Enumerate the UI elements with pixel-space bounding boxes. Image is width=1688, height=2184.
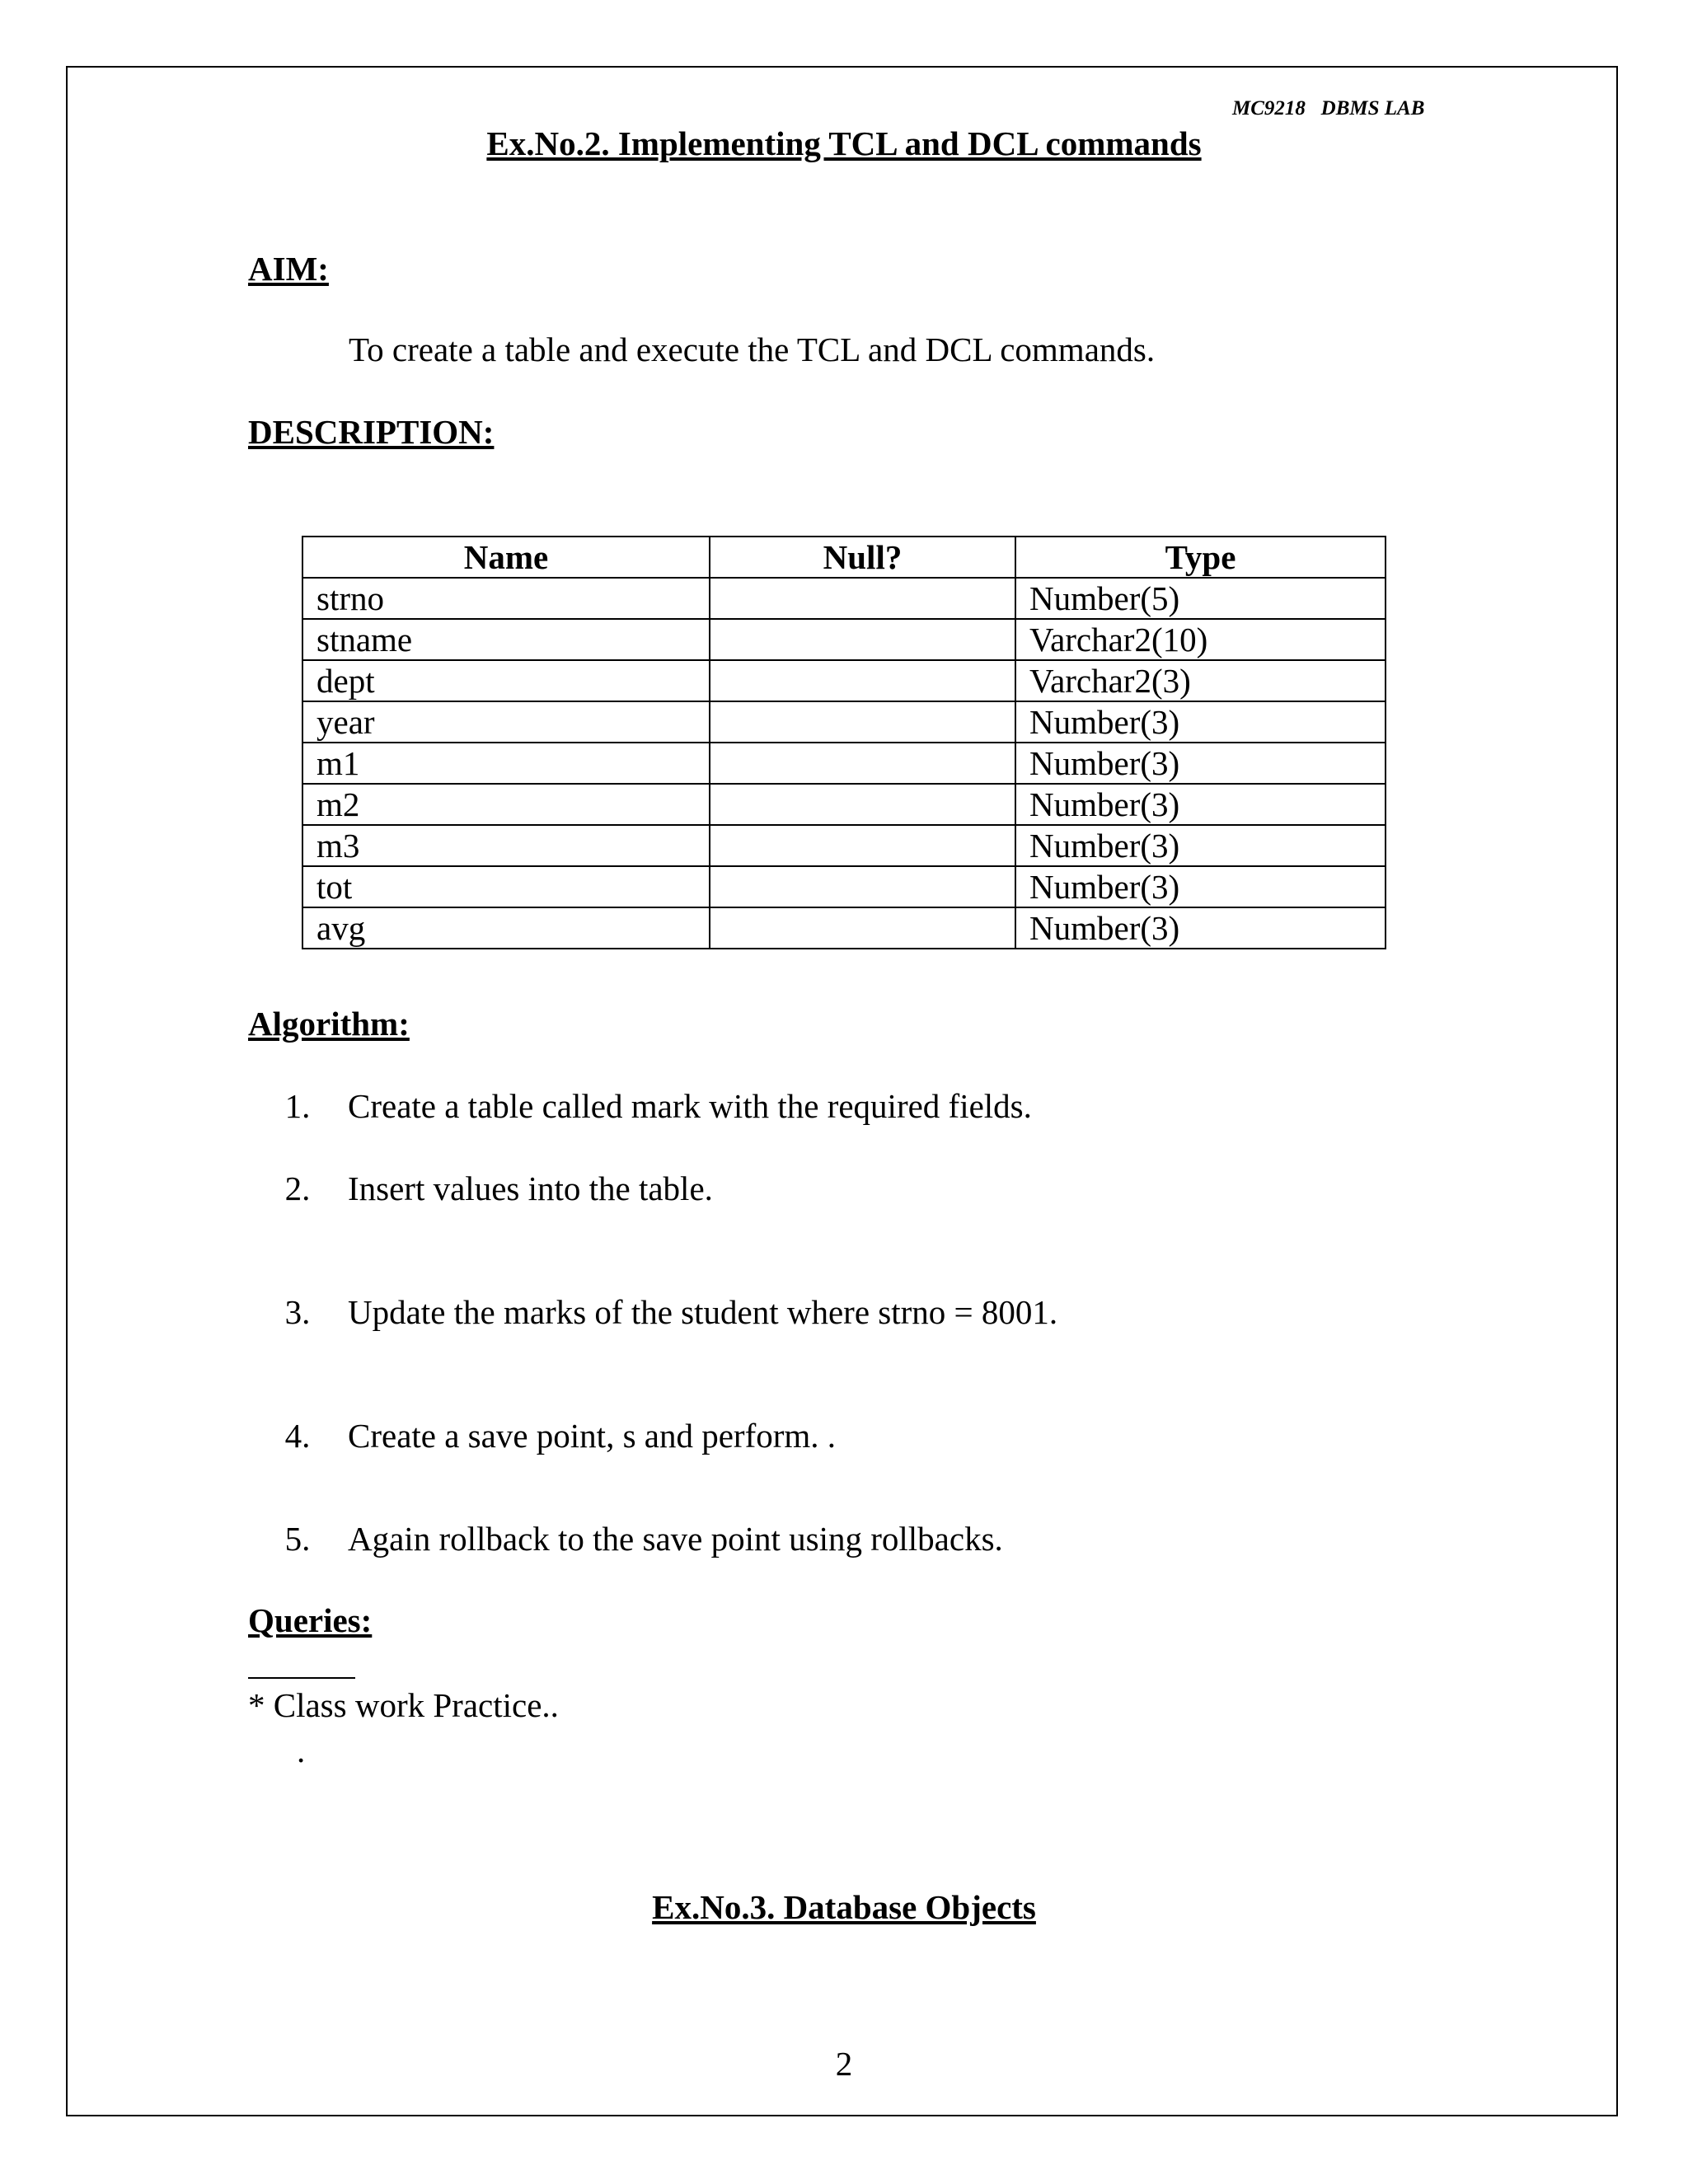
- cell-type: Number(3): [1015, 701, 1386, 743]
- cell-type: Number(3): [1015, 784, 1386, 825]
- table-row: [302, 619, 1386, 660]
- cell-type: Varchar2(3): [1015, 660, 1386, 701]
- algorithm-step: [247, 1169, 713, 1208]
- cell-type: Number(3): [1015, 825, 1386, 866]
- page-number: 2: [835, 2045, 853, 2083]
- exercise-2-title: Ex.No.2. Implementing TCL and DCL commands: [486, 124, 1202, 162]
- step-text: Create a table called mark with the required fields.: [348, 1087, 1032, 1125]
- cell-type: Number(3): [1015, 743, 1386, 784]
- table-row: [302, 907, 1386, 949]
- step-text: Create a save point, s and perform. .: [348, 1417, 837, 1455]
- step-text: Again rollback to the save point using rollbacks.: [348, 1520, 1003, 1558]
- cell-null: [710, 743, 1015, 784]
- description-heading: DESCRIPTION:: [248, 413, 495, 451]
- cell-null: [710, 619, 1015, 660]
- aim-heading: AIM:: [248, 250, 329, 288]
- step-number: 1.: [284, 1087, 311, 1125]
- schema-table: [302, 536, 1386, 949]
- step-number: 5.: [284, 1520, 311, 1558]
- cell-name: strno: [302, 578, 710, 619]
- algorithm-step: [247, 1086, 1032, 1126]
- cell-null: [710, 825, 1015, 866]
- table-row: [302, 578, 1386, 619]
- table-header-row: [302, 537, 1386, 578]
- step-text: Insert values into the table.: [348, 1169, 713, 1207]
- cell-null: [710, 784, 1015, 825]
- column-header-type: Type: [1015, 537, 1386, 578]
- cell-null: [710, 660, 1015, 701]
- cell-name: year: [302, 701, 710, 743]
- cell-name: dept: [302, 660, 710, 701]
- cell-type: Varchar2(10): [1015, 619, 1386, 660]
- cell-name: stname: [302, 619, 710, 660]
- algorithm-step: [247, 1416, 836, 1455]
- cell-null: [710, 907, 1015, 949]
- step-number: 4.: [284, 1417, 311, 1455]
- cell-type: Number(3): [1015, 907, 1386, 949]
- cell-name: m2: [302, 784, 710, 825]
- queries-heading: Queries:: [248, 1601, 373, 1639]
- cell-type: Number(5): [1015, 578, 1386, 619]
- trailing-dot: .: [297, 1732, 306, 1769]
- table-row: [302, 701, 1386, 743]
- table-row: [302, 743, 1386, 784]
- step-number: 2.: [284, 1169, 311, 1207]
- blank-underline: [248, 1677, 355, 1679]
- practice-note: * Class work Practice..: [248, 1686, 559, 1724]
- table-row: [302, 825, 1386, 866]
- algorithm-heading: Algorithm:: [248, 1005, 410, 1043]
- algorithm-step: [247, 1292, 1057, 1332]
- step-text: Update the marks of the student where strno = 8001.: [348, 1293, 1058, 1331]
- aim-text: To create a table and execute the TCL and DCL commands.: [349, 330, 1156, 368]
- table-row: [302, 866, 1386, 907]
- table-row: [302, 660, 1386, 701]
- cell-null: [710, 578, 1015, 619]
- cell-name: m3: [302, 825, 710, 866]
- cell-null: [710, 701, 1015, 743]
- exercise-3-title: Ex.No.3. Database Objects: [652, 1888, 1036, 1926]
- cell-type: Number(3): [1015, 866, 1386, 907]
- table-row: [302, 784, 1386, 825]
- course-header: MC9218 DBMS LAB: [1232, 97, 1425, 120]
- algorithm-step: [247, 1519, 1003, 1558]
- step-number: 3.: [284, 1293, 311, 1331]
- column-header-name: Name: [302, 537, 710, 578]
- column-header-null: Null?: [710, 537, 1015, 578]
- cell-name: tot: [302, 866, 710, 907]
- cell-name: m1: [302, 743, 710, 784]
- cell-name: avg: [302, 907, 710, 949]
- cell-null: [710, 866, 1015, 907]
